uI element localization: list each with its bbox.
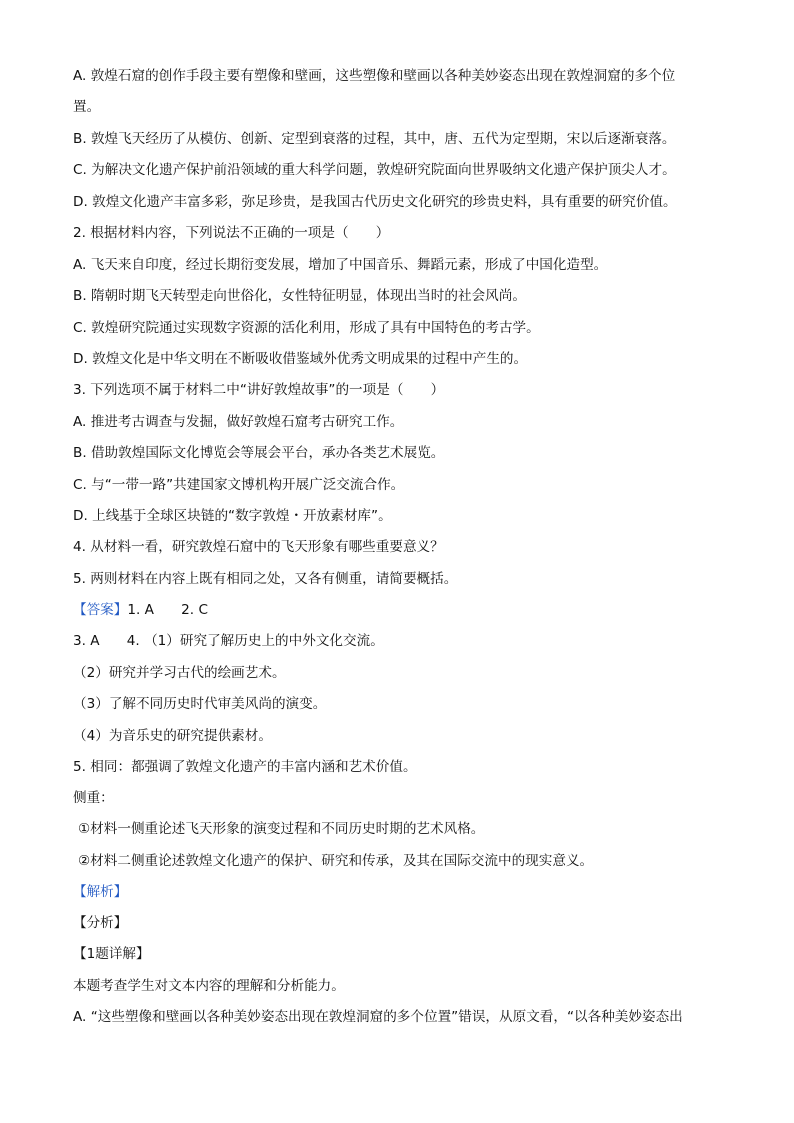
answer-4-3: （3）了解不同历史时代审美风尚的演变。 (73, 696, 327, 712)
analysis-line-2: A. “这些塑像和壁画以各种美妙姿态出现在敦煌洞窟的多个位置”错误，从原文看，“以各种美妙姿态出 (73, 1009, 683, 1025)
question-5: 5. 两则材料在内容上既有相同之处，又各有侧重，请简要概括。 (73, 571, 458, 587)
q1-detail-label: 【1题详解】 (73, 946, 150, 962)
option-a-q1-cont: 置。 (73, 99, 101, 115)
analysis-label: 【解析】 (73, 884, 128, 900)
option-d-q3: D. 上线基于全球区块链的“数字敦煌・开放素材库”。 (73, 508, 392, 524)
question-2: 2. 根据材料内容，下列说法不正确的一项是（ ） (73, 225, 390, 241)
question-3: 3. 下列选项不属于材料二中“讲好敦煌故事”的一项是（ ） (73, 382, 445, 398)
option-b-q1: B. 敦煌飞天经历了从模仿、创新、定型到衰落的过程，其中，唐、五代为定型期，宋以后逐渐衰落。 (73, 131, 676, 147)
fenxi-label: 【分析】 (73, 915, 128, 931)
answer-3-4: 3. A 4. （1）研究了解历史上的中外文化交流。 (73, 633, 384, 649)
answer-line-1 (73, 601, 208, 619)
answer-focus-label: 侧重： (73, 790, 114, 806)
option-d-q2: D. 敦煌文化是中华文明在不断吸收借鉴域外优秀文明成果的过程中产生的。 (73, 351, 528, 367)
answer-focus-2: ②材料二侧重论述敦煌文化遗产的保护、研究和传承，及其在国际交流中的现实意义。 (78, 853, 594, 869)
answer-4-4: （4）为音乐史的研究提供素材。 (73, 728, 272, 744)
answer-5: 5. 相同：都强调了敦煌文化遗产的丰富内涵和艺术价值。 (73, 759, 417, 775)
answer-1-2: 1. A 2. C (127, 602, 208, 618)
option-a-q2: A. 飞天来自印度，经过长期衍变发展，增加了中国音乐、舞蹈元素，形成了中国化造型。 (73, 257, 608, 273)
option-b-q3: B. 借助敦煌国际文化博览会等展会平台，承办各类艺术展览。 (73, 445, 445, 461)
answer-label: 【答案】 (73, 602, 128, 618)
option-c-q1: C. 为解决文化遗产保护前沿领域的重大科学问题，敦煌研究院面向世界吸纳文化遗产保护顶尖人才。 (73, 162, 676, 178)
option-d-q1: D. 敦煌文化遗产丰富多彩，弥足珍贵，是我国古代历史文化研究的珍贵史料，具有重要的研究价值。 (73, 194, 677, 210)
option-a-q3: A. 推进考古调查与发掘，做好敦煌石窟考古研究工作。 (73, 414, 404, 430)
option-b-q2: B. 隋朝时期飞天转型走向世俗化，女性特征明显，体现出当时的社会风尚。 (73, 288, 526, 304)
answer-focus-1: ①材料一侧重论述飞天形象的演变过程和不同历史时期的艺术风格。 (78, 821, 485, 837)
answer-4-2: （2）研究并学习古代的绘画艺术。 (73, 665, 286, 681)
option-a-q1: A. 敦煌石窟的创作手段主要有塑像和壁画，这些塑像和壁画以各种美妙姿态出现在敦煌洞窟的多个位 (73, 68, 676, 84)
option-c-q3: C. 与“一带一路”共建国家文博机构开展广泛交流合作。 (73, 477, 405, 493)
question-4: 4. 从材料一看，研究敦煌石窟中的飞天形象有哪些重要意义？ (73, 539, 444, 555)
analysis-line-1: 本题考查学生对文本内容的理解和分析能力。 (73, 978, 345, 994)
option-c-q2: C. 敦煌研究院通过实现数字资源的活化利用，形成了具有中国特色的考古学。 (73, 320, 540, 336)
